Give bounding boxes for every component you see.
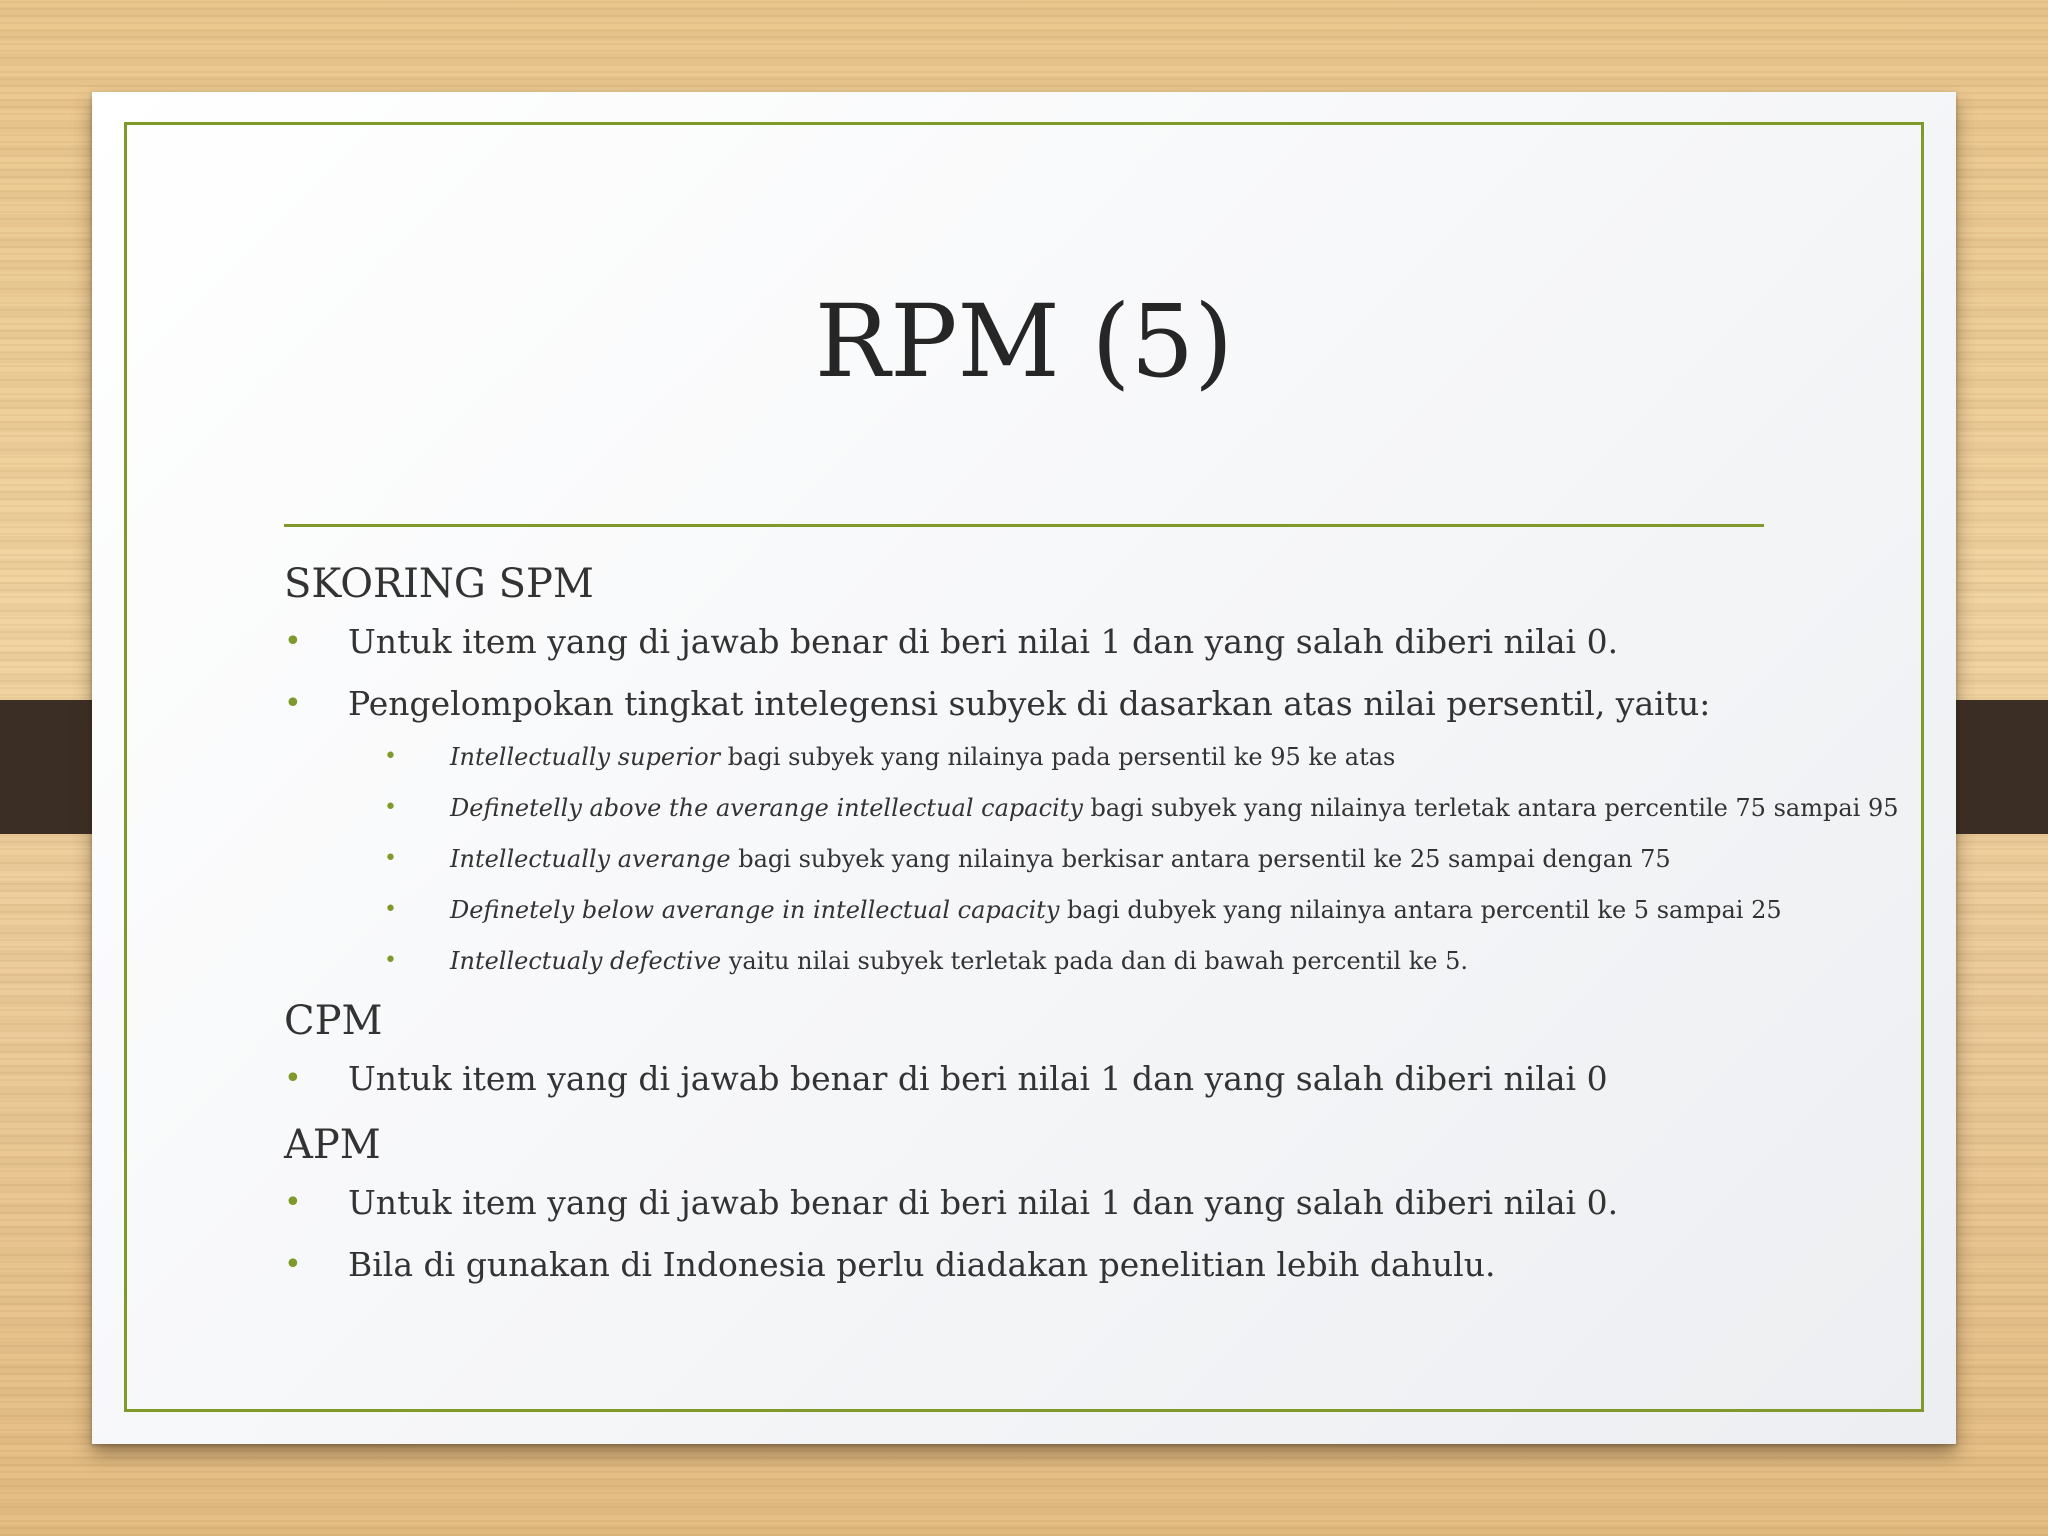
bullet-text: Pengelompokan tingkat intelegensi subyek di dasarkan atas nilai persentil, yaitu: (348, 684, 1711, 723)
bullet-dot-icon: • (384, 744, 397, 769)
subbullet-item (284, 793, 1899, 823)
bullet-item (284, 684, 1844, 724)
subbullet-item (284, 742, 1844, 772)
bullet-dot-icon: • (284, 1061, 302, 1096)
bullet-text: Untuk item yang di jawab benar di beri nilai 1 dan yang salah diberi nilai 0. (348, 1183, 1619, 1222)
bullet-dot-icon: • (384, 795, 397, 820)
subbullet-item (284, 844, 1844, 874)
subbullet-list (284, 742, 1899, 976)
slide-card (92, 92, 1956, 1444)
bullet-item (284, 622, 1844, 662)
category-description: yaitu nilai subyek terletak pada dan di bawah percentil ke 5. (721, 947, 1468, 975)
subbullet-item (284, 946, 1844, 976)
section-heading-spm: SKORING SPM (284, 561, 594, 607)
bullet-text: Bila di gunakan di Indonesia perlu diadakan penelitian lebih dahulu. (348, 1245, 1496, 1284)
section-heading-apm: APM (284, 1122, 381, 1168)
section-heading-cpm: CPM (284, 998, 383, 1044)
bullet-item (284, 1059, 1844, 1099)
category-description: bagi subyek yang nilainya terletak antara percentile 75 sampai 95 (1082, 794, 1899, 822)
category-name: Intellectually superior (450, 743, 721, 771)
bullet-dot-icon: • (384, 897, 397, 922)
category-description: bagi dubyek yang nilainya antara percentil ke 5 sampai 25 (1059, 896, 1782, 924)
bullet-dot-icon: • (284, 624, 302, 659)
bullet-item (284, 1183, 1844, 1223)
category-description: bagi subyek yang nilainya pada persentil ke 95 ke atas (720, 743, 1396, 771)
bullet-dot-icon: • (384, 846, 397, 871)
subbullet-item (284, 895, 1844, 925)
category-name: Intellectually averange (450, 845, 731, 873)
bullet-item (284, 1245, 1844, 1285)
bullet-dot-icon: • (284, 1185, 302, 1220)
bullet-dot-icon: • (284, 1247, 302, 1282)
slide-title: RPM (5) (814, 283, 1234, 400)
category-name: Definetelly above the averange intellectual capacity (450, 794, 1083, 822)
title-divider (284, 524, 1764, 527)
bullet-text: Untuk item yang di jawab benar di beri nilai 1 dan yang salah diberi nilai 0 (348, 1059, 1608, 1098)
category-name: Definetely below averange in intellectual capacity (450, 896, 1060, 924)
bullet-dot-icon: • (384, 948, 397, 973)
slide-body (284, 560, 1899, 1307)
bullet-text: Untuk item yang di jawab benar di beri nilai 1 dan yang salah diberi nilai 0. (348, 622, 1619, 661)
category-description: bagi subyek yang nilainya berkisar antara persentil ke 25 sampai dengan 75 (730, 845, 1671, 873)
bullet-dot-icon: • (284, 686, 302, 721)
category-name: Intellectualy defective (450, 947, 722, 975)
